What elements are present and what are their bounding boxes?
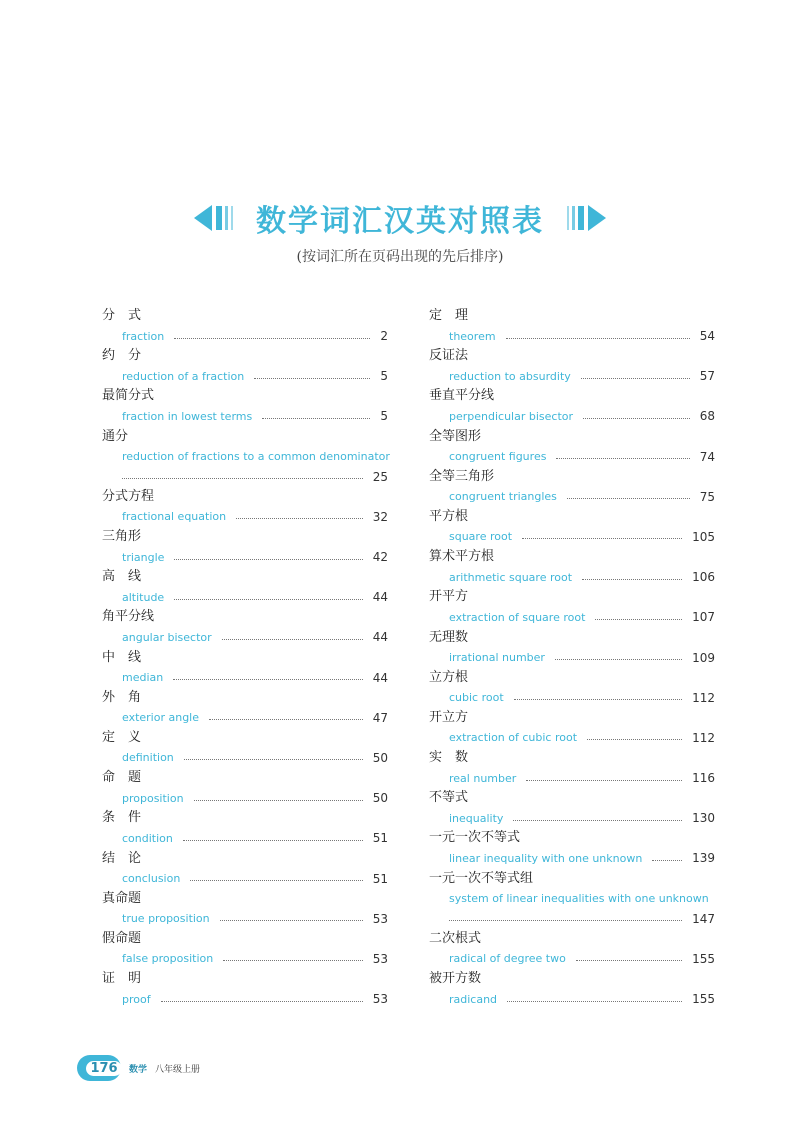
- term-row: [429, 406, 715, 426]
- term-english: radicand: [449, 992, 498, 1006]
- term-english: radical of degree two: [449, 952, 566, 966]
- glossary-entry: [102, 527, 388, 567]
- dot-leader: [506, 338, 690, 339]
- term-chinese: 角平分线: [102, 609, 155, 625]
- dot-leader: [555, 659, 682, 660]
- term-page: 75: [699, 489, 715, 504]
- glossary-entry: [429, 386, 715, 426]
- term-row: [102, 989, 388, 1009]
- term-chinese: 假命题: [102, 930, 142, 946]
- term-english: conclusion: [122, 872, 181, 886]
- term-english: definition: [122, 751, 174, 765]
- term-chinese: 全等图形: [429, 428, 482, 444]
- term-row: [102, 627, 388, 647]
- dot-leader: [222, 639, 363, 640]
- term-row: [102, 507, 388, 527]
- term-row: [429, 527, 715, 547]
- term-english: reduction of a fraction: [122, 369, 245, 383]
- term-chinese: 开立方: [429, 709, 469, 725]
- term-english: system of linear inequalities with one unknown: [449, 891, 709, 905]
- term-english: fraction in lowest terms: [122, 409, 253, 423]
- term-english: extraction of square root: [449, 610, 586, 624]
- term-chinese: 被开方数: [429, 971, 482, 987]
- term-english: extraction of cubic root: [449, 731, 578, 745]
- term-page: 51: [372, 831, 388, 846]
- term-page: 155: [692, 992, 715, 1007]
- glossary-entry: [429, 547, 715, 587]
- term-page: 5: [380, 369, 388, 384]
- page-title: 数学词汇汉英对照表: [256, 204, 544, 239]
- term-page: 147: [692, 911, 715, 926]
- term-row: [429, 366, 715, 386]
- term-page: 68: [699, 409, 715, 424]
- glossary-entry: [102, 688, 388, 728]
- term-chinese: 约 分: [102, 348, 142, 364]
- dot-leader: [583, 418, 690, 419]
- term-english: angular bisector: [122, 630, 212, 644]
- term-row: [429, 949, 715, 969]
- term-english: median: [122, 671, 164, 685]
- term-english: linear inequality with one unknown: [449, 851, 643, 865]
- term-chinese: 一元一次不等式组: [429, 870, 534, 886]
- term-page: 25: [372, 469, 388, 484]
- term-row: [429, 487, 715, 507]
- term-page: 130: [692, 811, 715, 826]
- term-chinese: 真命题: [102, 890, 142, 906]
- term-page: 155: [692, 951, 715, 966]
- term-chinese: 不等式: [429, 790, 469, 806]
- dot-leader: [522, 538, 682, 539]
- glossary-entry: [429, 507, 715, 547]
- term-chinese: 垂直平分线: [429, 388, 495, 404]
- term-page: 50: [372, 750, 388, 765]
- dot-leader: [449, 920, 682, 921]
- term-page: 109: [692, 650, 715, 665]
- term-chinese: 分 式: [102, 308, 142, 323]
- right-arrow-decoration-icon: [558, 203, 606, 233]
- glossary-column-right: [429, 306, 715, 1009]
- term-chinese: 无理数: [429, 629, 469, 645]
- glossary-entry: [102, 648, 388, 688]
- dot-leader: [174, 559, 362, 560]
- glossary-entry: [429, 869, 715, 929]
- term-row: [102, 708, 388, 728]
- term-chinese: 开平方: [429, 589, 469, 605]
- glossary-entry: [429, 969, 715, 1009]
- term-row: [102, 949, 388, 969]
- glossary-entry: [429, 929, 715, 969]
- term-english: perpendicular bisector: [449, 409, 574, 423]
- term-row: [429, 607, 715, 627]
- term-chinese: 平方根: [429, 508, 469, 524]
- glossary-entry: [102, 929, 388, 969]
- term-english: square root: [449, 530, 513, 544]
- term-row: [429, 848, 715, 868]
- glossary-entry: [102, 768, 388, 808]
- term-english: false proposition: [122, 952, 214, 966]
- term-page: 53: [372, 951, 388, 966]
- term-english: altitude: [122, 590, 165, 604]
- footer-book: 八年级上册: [155, 1064, 201, 1075]
- dot-leader: [122, 478, 363, 479]
- dot-leader: [223, 960, 362, 961]
- dot-leader: [184, 759, 363, 760]
- term-page: 32: [372, 509, 388, 524]
- dot-leader: [587, 739, 682, 740]
- term-page: 47: [372, 710, 388, 725]
- term-row: [429, 688, 715, 708]
- term-page: 5: [380, 409, 388, 424]
- dot-leader: [567, 498, 690, 499]
- glossary-entry: [429, 467, 715, 507]
- term-chinese: 反证法: [429, 348, 469, 364]
- glossary-entry: [429, 306, 715, 346]
- term-chinese: 三角形: [102, 529, 142, 545]
- term-row: [102, 547, 388, 567]
- term-english: reduction of fractions to a common denominator: [122, 449, 390, 463]
- term-page: 53: [372, 992, 388, 1007]
- term-row: [429, 648, 715, 668]
- glossary-entry: [429, 346, 715, 386]
- term-page: 105: [692, 529, 715, 544]
- term-row: [429, 808, 715, 828]
- glossary-entry: [102, 567, 388, 607]
- term-page: 106: [692, 570, 715, 585]
- page-subtitle: (按词汇所在页码出现的先后排序): [296, 249, 504, 265]
- term-page: 2: [380, 329, 388, 343]
- page-footer: [77, 1055, 200, 1081]
- term-row: [429, 989, 715, 1009]
- term-chinese: 二次根式: [429, 930, 482, 946]
- page-number-badge: [77, 1055, 121, 1081]
- term-page: 139: [692, 851, 715, 866]
- dot-leader: [209, 719, 363, 720]
- leader-row: [429, 909, 715, 929]
- term-row: [429, 326, 715, 346]
- glossary-entry: [102, 487, 388, 527]
- term-page: 44: [372, 670, 388, 685]
- glossary-entry: [102, 808, 388, 848]
- term-chinese: 结 论: [102, 850, 142, 866]
- glossary-entry: [429, 427, 715, 467]
- dot-leader: [576, 960, 682, 961]
- dot-leader: [161, 1001, 363, 1002]
- term-chinese: 定 义: [102, 729, 142, 745]
- term-chinese: 外 角: [102, 689, 142, 705]
- term-english: proposition: [122, 791, 184, 805]
- glossary-column-left: [102, 306, 388, 1009]
- term-english: real number: [449, 771, 517, 785]
- term-english: triangle: [122, 550, 165, 564]
- dot-leader: [582, 579, 682, 580]
- glossary-entry: [429, 828, 715, 868]
- term-english: exterior angle: [122, 711, 200, 725]
- dot-leader: [190, 880, 362, 881]
- term-row: [102, 326, 388, 346]
- term-chinese: 命 题: [102, 770, 142, 786]
- glossary-entry: [429, 708, 715, 748]
- dot-leader: [254, 378, 370, 379]
- term-english: congruent triangles: [449, 490, 557, 504]
- term-page: 112: [692, 690, 715, 705]
- term-chinese: 立方根: [429, 669, 469, 685]
- term-chinese: 算术平方根: [429, 549, 495, 565]
- term-english: inequality: [449, 811, 504, 825]
- term-chinese: 条 件: [102, 810, 142, 826]
- term-english: true proposition: [122, 912, 210, 926]
- dot-leader: [514, 699, 682, 700]
- glossary-entry: [102, 346, 388, 386]
- term-chinese: 证 明: [102, 971, 142, 987]
- term-row: [102, 828, 388, 848]
- glossary-entry: [102, 728, 388, 768]
- glossary-entry: [429, 668, 715, 708]
- leader-row: [102, 467, 388, 487]
- term-chinese: 高 线: [102, 569, 142, 585]
- glossary-entry: [429, 788, 715, 828]
- glossary-entry: [429, 628, 715, 668]
- glossary-entry: [102, 427, 388, 487]
- left-arrow-decoration-icon: [194, 203, 242, 233]
- dot-leader: [194, 800, 363, 801]
- page-title-banner: [0, 200, 800, 239]
- term-row: [102, 869, 388, 889]
- term-chinese: 全等三角形: [429, 468, 495, 484]
- term-row: [429, 447, 715, 467]
- term-row: [102, 748, 388, 768]
- term-row: [102, 909, 388, 929]
- term-row: [102, 587, 388, 607]
- dot-leader: [262, 418, 370, 419]
- term-row: [102, 366, 388, 386]
- dot-leader: [526, 780, 682, 781]
- dot-leader: [183, 840, 363, 841]
- term-page: 53: [372, 911, 388, 926]
- term-english: reduction to absurdity: [449, 369, 571, 383]
- dot-leader: [236, 518, 363, 519]
- term-row: [102, 406, 388, 426]
- glossary-entry: [429, 587, 715, 627]
- term-page: 44: [372, 590, 388, 605]
- glossary-entry: [102, 306, 388, 346]
- dot-leader: [581, 378, 690, 379]
- term-page: 50: [372, 791, 388, 806]
- term-page: 51: [372, 871, 388, 886]
- term-chinese: 通分: [102, 428, 129, 444]
- term-english: irrational number: [449, 651, 545, 664]
- term-row: [429, 768, 715, 788]
- dot-leader: [595, 619, 682, 620]
- term-chinese: 定 理: [429, 308, 469, 323]
- dot-leader: [220, 920, 363, 921]
- dot-leader: [173, 679, 362, 680]
- dot-leader: [507, 1001, 682, 1002]
- glossary-entry: [429, 748, 715, 788]
- term-chinese: 一元一次不等式: [429, 830, 521, 846]
- term-page: 107: [692, 610, 715, 625]
- dot-leader: [556, 458, 689, 459]
- footer-subject: 数学: [129, 1064, 148, 1075]
- term-english: fraction: [122, 329, 165, 343]
- term-english: proof: [122, 992, 151, 1006]
- dot-leader: [513, 820, 682, 821]
- term-chinese: 实 数: [429, 750, 469, 766]
- term-chinese: 中 线: [102, 649, 142, 665]
- term-page: 112: [692, 730, 715, 745]
- term-english: theorem: [449, 329, 496, 343]
- term-chinese: 分式方程: [102, 488, 155, 504]
- glossary-entry: [102, 969, 388, 1009]
- dot-leader: [174, 338, 370, 339]
- term-page: 57: [699, 369, 715, 384]
- term-english: fractional equation: [122, 510, 227, 524]
- term-row: [429, 728, 715, 748]
- term-row: [102, 668, 388, 688]
- term-english: arithmetic square root: [449, 570, 573, 584]
- term-english: cubic root: [449, 691, 504, 705]
- term-english: condition: [122, 831, 173, 845]
- glossary-entry: [102, 607, 388, 647]
- term-page: 44: [372, 630, 388, 645]
- glossary-entry: [102, 386, 388, 426]
- term-page: 54: [699, 329, 715, 343]
- term-english: congruent figures: [449, 450, 547, 464]
- term-page: 74: [699, 449, 715, 464]
- glossary-entry: [102, 849, 388, 889]
- dot-leader: [174, 599, 363, 600]
- dot-leader: [652, 860, 682, 861]
- term-row: [429, 567, 715, 587]
- term-page: 116: [692, 771, 715, 786]
- term-row: [102, 788, 388, 808]
- glossary-entry: [102, 889, 388, 929]
- term-chinese: 最简分式: [102, 388, 155, 404]
- term-page: 42: [372, 550, 388, 565]
- page-number: 176: [86, 1061, 121, 1076]
